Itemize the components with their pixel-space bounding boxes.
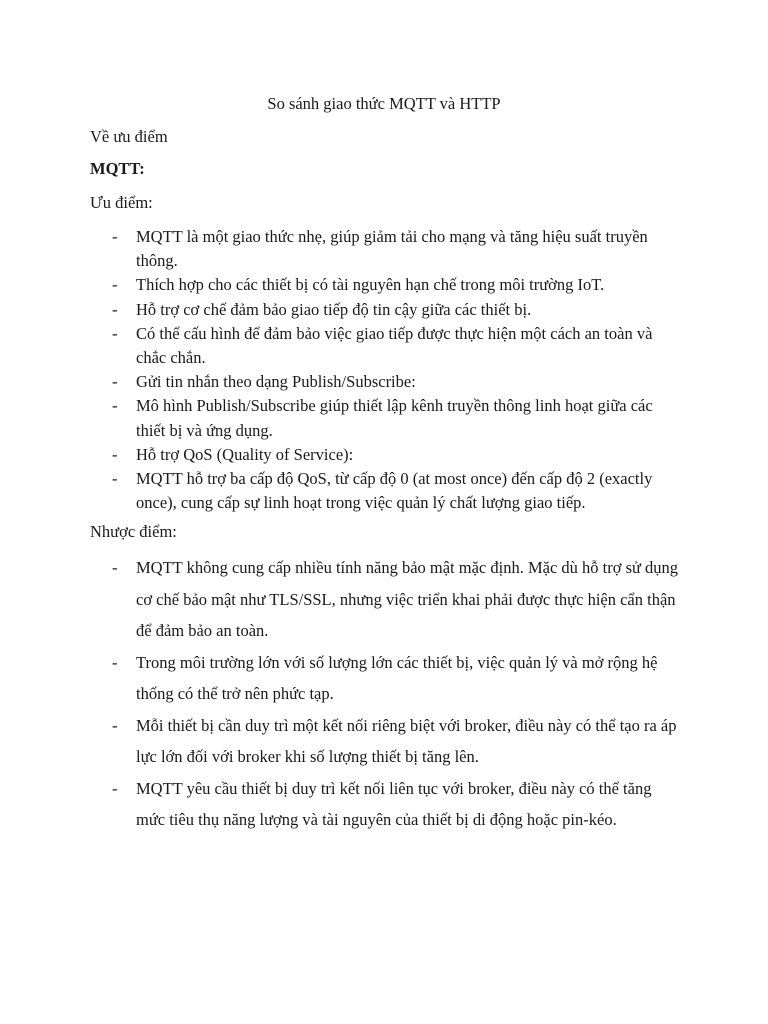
list-item-text: MQTT hỗ trợ ba cấp độ QoS, từ cấp độ 0 (at most once) đến cấp độ 2 (exactly once), cung cấp sự linh hoạt trong việc quản lý chất lượng giao tiếp.: [136, 469, 653, 513]
bullet-dash: -: [112, 558, 118, 577]
list-item-text: Có thể cấu hình để đảm bảo việc giao tiếp được thực hiện một cách an toàn và chắc chắn.: [136, 323, 653, 368]
pros-label: Ưu điểm:: [90, 193, 153, 212]
bullet-dash: -: [112, 715, 118, 735]
list-item: [112, 467, 682, 515]
list-item: [112, 710, 682, 773]
list-item-text: Trong môi trường lớn với số lượng lớn các thiết bị, việc quản lý và mở rộng hệ thống có thể trở nên phức tạp.: [136, 652, 658, 703]
list-item-text: MQTT là một giao thức nhẹ, giúp giảm tải cho mạng và tăng hiệu suất truyền thông.: [136, 227, 648, 271]
bullet-dash: -: [112, 396, 118, 416]
protocol-heading: MQTT:: [90, 159, 145, 178]
list-item-text: Thích hợp cho các thiết bị có tài nguyên hạn chế trong môi trường IoT.: [136, 275, 605, 295]
pros-list: [112, 225, 682, 515]
bullet-dash: -: [112, 227, 118, 246]
list-item: [112, 773, 682, 836]
list-item: [112, 298, 682, 322]
bullet-dash: -: [112, 469, 118, 489]
list-item: [112, 443, 682, 467]
bullet-dash: -: [112, 275, 118, 295]
list-item-text: Hỗ trợ QoS (Quality of Service):: [136, 444, 354, 464]
list-item: [112, 647, 682, 710]
list-item-text: MQTT không cung cấp nhiều tính năng bảo mật mặc định. Mặc dù hỗ trợ sử dụng cơ chế bảo mật như TLS/SSL, nhưng việc triển khai phải được thực hiện cẩn thận để đảm bảo an toàn.: [136, 558, 679, 640]
bullet-dash: -: [112, 323, 118, 343]
list-item: [112, 370, 682, 394]
bullet-dash: -: [112, 778, 118, 798]
list-item: [112, 225, 682, 273]
bullet-dash: -: [112, 444, 118, 464]
list-item-text: MQTT yêu cầu thiết bị duy trì kết nối liên tục với broker, điều này có thể tăng mức tiêu thụ năng lượng và tài nguyên của thiết bị di động hoặc pin-kéo.: [136, 778, 652, 829]
list-item-text: Hỗ trợ cơ chế đảm bảo giao tiếp độ tin cậy giữa các thiết bị.: [136, 299, 532, 319]
list-item: [112, 552, 682, 647]
bullet-dash: -: [112, 299, 118, 319]
section-heading: Về ưu điểm: [90, 127, 168, 146]
bullet-dash: -: [112, 652, 118, 672]
bullet-dash: -: [112, 372, 118, 392]
list-item: [112, 273, 682, 297]
list-item: [112, 394, 682, 442]
list-item-text: Mỗi thiết bị cần duy trì một kết nối riêng biệt với broker, điều này có thể tạo ra áp lực lớn đối với broker khi số lượng thiết bị tăng lên.: [136, 715, 677, 766]
document-title: So sánh giao thức MQTT và HTTP: [267, 94, 501, 113]
cons-list: [112, 552, 682, 836]
list-item-text: Mô hình Publish/Subscribe giúp thiết lập kênh truyền thông linh hoạt giữa các thiết bị và ứng dụng.: [136, 396, 653, 440]
list-item-text: Gửi tin nhắn theo dạng Publish/Subscribe:: [136, 372, 416, 392]
cons-label: Nhược điểm:: [90, 522, 177, 541]
list-item: [112, 322, 682, 370]
